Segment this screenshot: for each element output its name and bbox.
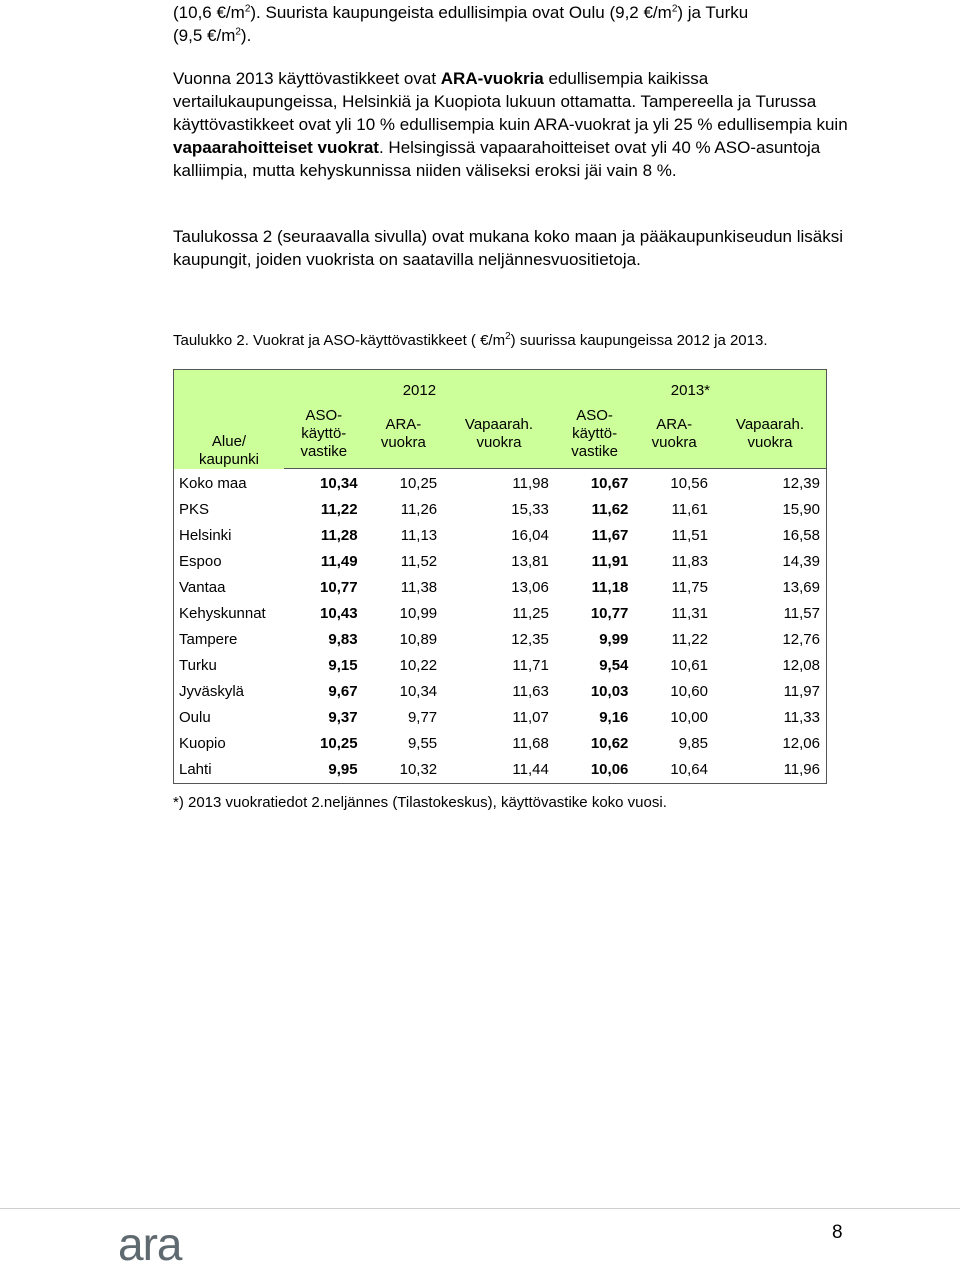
table-row: [174, 523, 827, 549]
value-cell: 12,06: [714, 731, 827, 757]
value-cell: 11,25: [512, 605, 549, 622]
value-cell: 11,67: [591, 527, 629, 544]
value-cell: 11,61: [671, 501, 708, 518]
region-name-cell: Lahti: [174, 757, 285, 784]
value-cell: 11,18: [591, 579, 629, 596]
value-cell: 11,38: [400, 579, 438, 596]
value-cell: 11,49: [320, 553, 358, 570]
value-cell: 11,91: [591, 553, 629, 570]
value-cell: 9,85: [678, 735, 708, 752]
paragraph-text: Vuonna 2013 käyttövastikkeet ovat: [173, 69, 441, 88]
value-cell: 11,44: [443, 757, 555, 784]
value-cell: 11,07: [512, 709, 549, 726]
comparison-paragraph: [173, 67, 873, 182]
header-line: Alue/: [211, 432, 247, 450]
col-header-vapaa-2013: [714, 400, 827, 469]
header-line: ARA-: [385, 416, 422, 433]
region-header: [174, 370, 285, 469]
table-row: [174, 469, 827, 498]
header-line: vastike: [571, 443, 618, 460]
intro-text: ).: [240, 26, 252, 45]
table-row: [174, 653, 827, 679]
region-name-cell: Helsinki: [174, 523, 285, 549]
value-cell: 10,99: [399, 605, 438, 622]
table-row: [174, 575, 827, 601]
region-name-cell: Koko maa: [174, 469, 285, 498]
header-line: vuokra: [380, 434, 426, 451]
value-cell: 10,34: [399, 683, 438, 700]
caption-text: Taulukko 2. Vuokrat ja ASO-käyttövastikkeet ( €/m: [173, 332, 506, 349]
paragraph-text: edullisempia kaikissa vertailukaupungeissa, Helsinkiä ja Kuopiota lukuun ottamatta. Tampereella ja Turussa käyttövastikkeet ovat yli 10 % edullisempia kuin ARA-vuokrat ja yli 25 % edullisempia kuin: [173, 69, 848, 134]
region-name-cell: Tampere: [174, 627, 285, 653]
table-footnote: *) 2013 vuokratiedot 2.neljännes (Tilastokeskus), käyttövastike koko vuosi.: [173, 794, 667, 811]
col-header-aso-2012: [284, 400, 364, 469]
value-cell: 10,62: [590, 735, 629, 752]
value-cell: 9,16: [599, 709, 629, 726]
header-line: vastike: [300, 443, 348, 460]
value-cell: 9,55: [407, 735, 438, 752]
value-cell: 11,83: [671, 553, 708, 570]
value-cell: 13,81: [511, 553, 549, 570]
value-cell: 10,77: [590, 605, 629, 622]
year-header-2013: 2013*: [555, 370, 827, 401]
header-line: ASO-: [576, 407, 613, 424]
table-row: [174, 705, 827, 731]
col-header-ara-2012: [364, 400, 444, 469]
value-cell: 11,96: [714, 757, 827, 784]
table-row: [174, 679, 827, 705]
value-cell: 10,25: [320, 735, 358, 752]
value-cell: 10,34: [320, 475, 358, 492]
header-line: vuokra: [747, 434, 793, 451]
region-name-cell: Turku: [174, 653, 285, 679]
header-line: käyttö-: [301, 425, 347, 442]
value-cell: 11,98: [512, 475, 549, 492]
value-cell: 12,39: [714, 469, 827, 498]
value-cell: 11,22: [320, 501, 358, 518]
table-row: [174, 627, 827, 653]
table-row: [174, 549, 827, 575]
superscript: 2: [244, 3, 251, 15]
header-line: ARA-: [656, 416, 693, 433]
value-cell: 10,77: [320, 579, 358, 596]
value-cell: 10,60: [670, 683, 708, 700]
value-cell: 10,25: [399, 475, 438, 492]
header-line: ASO-: [305, 407, 343, 424]
value-cell: 9,83: [328, 631, 358, 648]
value-cell: 11,26: [400, 501, 438, 518]
value-cell: 9,54: [599, 657, 629, 674]
page-number: 8: [832, 1222, 843, 1243]
header-line: Vapaarah.: [464, 416, 534, 433]
table-row: [174, 731, 827, 757]
value-cell: 10,06: [555, 757, 635, 784]
region-name-cell: Vantaa: [174, 575, 285, 601]
table-intro-paragraph: Taulukossa 2 (seuraavalla sivulla) ovat mukana koko maan ja pääkaupunkiseudun lisäksi kaupungit, joiden vuokrista on saatavilla neljännesvuositietoja.: [173, 227, 843, 269]
superscript: 2: [505, 331, 511, 342]
emphasis-ara-vuokria: ARA-vuokria: [440, 69, 544, 88]
superscript: 2: [235, 26, 241, 38]
value-cell: 9,67: [328, 683, 358, 700]
value-cell: 11,62: [591, 501, 629, 518]
col-header-vapaa-2012: [443, 400, 555, 469]
value-cell: 11,31: [671, 605, 708, 622]
value-cell: 10,00: [670, 709, 708, 726]
year-header-2012: 2012: [284, 370, 555, 401]
intro-paragraph: [173, 1, 873, 47]
value-cell: 11,51: [671, 527, 708, 544]
value-cell: 13,69: [714, 575, 827, 601]
value-cell: 10,61: [670, 657, 708, 674]
value-cell: 11,71: [512, 657, 549, 674]
value-cell: 9,37: [328, 709, 358, 726]
value-cell: 10,22: [399, 657, 438, 674]
value-cell: 10,43: [320, 605, 358, 622]
header-line: vuokra: [651, 434, 697, 451]
table-row: [174, 757, 827, 784]
value-cell: 11,28: [320, 527, 358, 544]
value-cell: 11,22: [671, 631, 708, 648]
table-caption: [173, 331, 768, 351]
value-cell: 15,33: [511, 501, 549, 518]
value-cell: 12,76: [714, 627, 827, 653]
intro-text: ) ja Turku: [677, 3, 749, 22]
value-cell: 9,99: [599, 631, 629, 648]
value-cell: 11,68: [512, 735, 549, 752]
caption-text: ) suurissa kaupungeissa 2012 ja 2013.: [510, 332, 768, 349]
header-line: vuokra: [476, 434, 522, 451]
value-cell: 11,75: [671, 579, 708, 596]
emphasis-vapaarahoitteiset: vapaarahoitteiset vuokrat: [173, 138, 379, 157]
value-cell: 11,52: [400, 553, 438, 570]
intro-text: (10,6 €/m: [173, 3, 245, 22]
value-cell: 14,39: [714, 549, 827, 575]
value-cell: 9,77: [407, 709, 438, 726]
value-cell: 11,97: [714, 679, 827, 705]
value-cell: 9,95: [284, 757, 364, 784]
table-body: [174, 469, 827, 784]
superscript: 2: [671, 3, 678, 15]
value-cell: 16,58: [714, 523, 827, 549]
header-line: Vapaarah.: [735, 416, 805, 433]
rent-table: [173, 369, 827, 784]
intro-text: (9,5 €/m: [173, 26, 236, 45]
region-name-cell: PKS: [174, 497, 285, 523]
value-cell: 12,35: [511, 631, 549, 648]
value-cell: 15,90: [714, 497, 827, 523]
value-cell: 16,04: [511, 527, 549, 544]
table-row: [174, 497, 827, 523]
value-cell: 13,06: [511, 579, 549, 596]
value-cell: 10,64: [634, 757, 714, 784]
value-cell: 10,89: [399, 631, 438, 648]
ara-logo: [118, 1226, 194, 1266]
region-name-cell: Jyväskylä: [174, 679, 285, 705]
value-cell: 11,33: [714, 705, 827, 731]
value-cell: 12,08: [714, 653, 827, 679]
footer-divider: [0, 1208, 960, 1209]
region-name-cell: Kehyskunnat: [174, 601, 285, 627]
value-cell: 10,56: [670, 475, 708, 492]
header-line: kaupunki: [198, 450, 260, 468]
header-line: käyttö-: [572, 425, 618, 442]
value-cell: 10,67: [590, 475, 629, 492]
value-cell: 11,63: [512, 683, 549, 700]
region-name-cell: Kuopio: [174, 731, 285, 757]
col-header-aso-2013: [555, 400, 635, 469]
paragraph-text: . Helsingissä vapaarahoitteiset ovat yli 40 % ASO-asuntoja kalliimpia, mutta kehyskunnissa niiden väliseksi eroksi jäi vain 8 %.: [173, 138, 821, 180]
value-cell: 10,03: [590, 683, 629, 700]
col-header-ara-2013: [634, 400, 714, 469]
value-cell: 11,57: [714, 601, 827, 627]
ara-logo-text: ara: [118, 1226, 182, 1266]
intro-text: ). Suurista kaupungeista edullisimpia ovat Oulu (9,2 €/m: [250, 3, 672, 22]
value-cell: 9,15: [328, 657, 358, 674]
value-cell: 11,13: [400, 527, 438, 544]
region-name-cell: Espoo: [174, 549, 285, 575]
table-row: [174, 601, 827, 627]
value-cell: 10,32: [364, 757, 444, 784]
region-name-cell: Oulu: [174, 705, 285, 731]
